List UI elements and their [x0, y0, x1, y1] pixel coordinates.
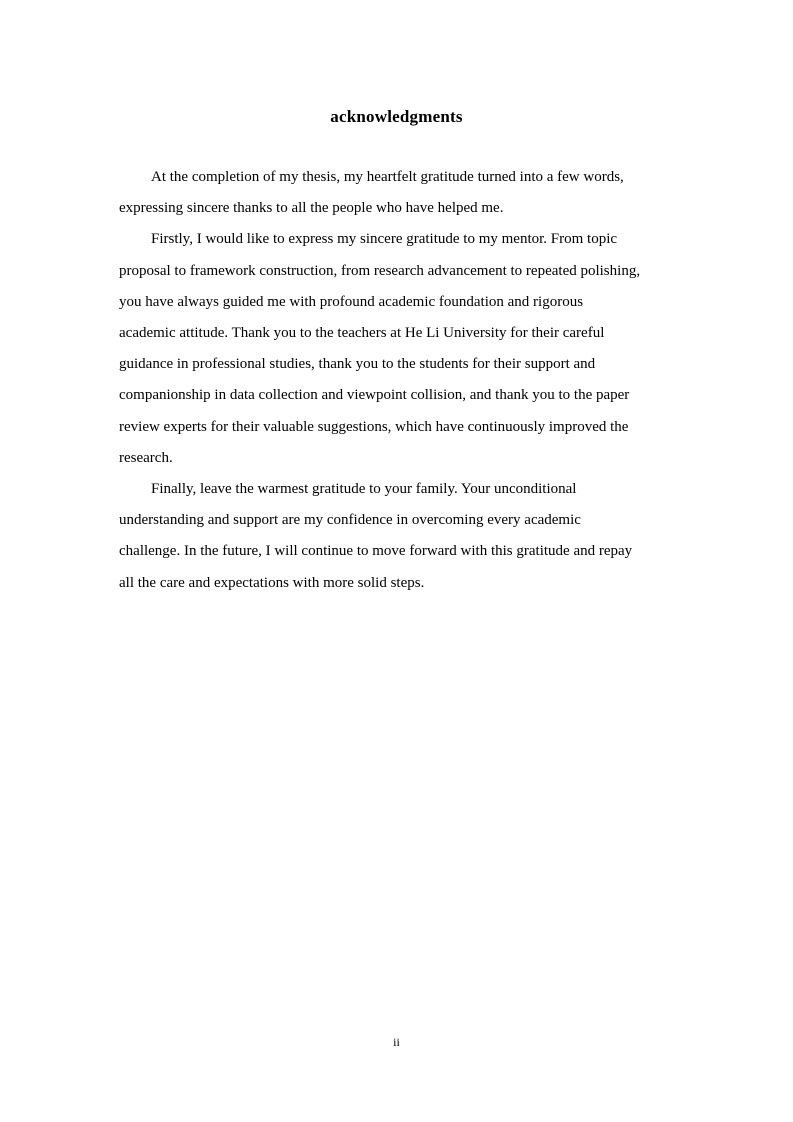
paragraph-line: understanding and support are my confidence in overcoming every academic — [119, 512, 581, 529]
acknowledgments-body — [119, 162, 679, 599]
paragraph-line: challenge. In the future, I will continue to move forward with this gratitude and repay — [119, 543, 633, 560]
paragraph-1 — [119, 162, 679, 224]
paragraph-2 — [119, 224, 679, 474]
paragraph-line: all the care and expectations with more solid steps. — [119, 574, 425, 591]
paragraph-line: At the completion of my thesis, my heartfelt gratitude turned into a few words, — [151, 169, 624, 185]
paragraph-line: review experts for their valuable suggestions, which have continuously improved the — [119, 418, 629, 435]
paragraph-line: Finally, leave the warmest gratitude to your family. Your unconditional — [151, 481, 577, 498]
paragraph-line: you have always guided me with profound academic foundation and rigorous — [119, 293, 584, 310]
paragraph-line: research. — [119, 449, 173, 466]
paragraph-line: expressing sincere thanks to all the people who have helped me. — [119, 200, 504, 217]
page-title: acknowledgments — [330, 107, 463, 126]
paragraph-line: academic attitude. Thank you to the teachers at He Li University for their careful — [119, 325, 605, 342]
paragraph-line: Firstly, I would like to express my sincere gratitude to my mentor. From topic — [151, 231, 618, 248]
paragraph-line: proposal to framework construction, from research advancement to repeated polishing, — [119, 262, 641, 279]
paragraph-line: companionship in data collection and viewpoint collision, and thank you to the paper — [119, 387, 630, 404]
paragraph-3 — [119, 474, 679, 599]
page-number: ii — [393, 1035, 400, 1049]
paragraph-line: guidance in professional studies, thank you to the students for their support and — [119, 356, 596, 373]
